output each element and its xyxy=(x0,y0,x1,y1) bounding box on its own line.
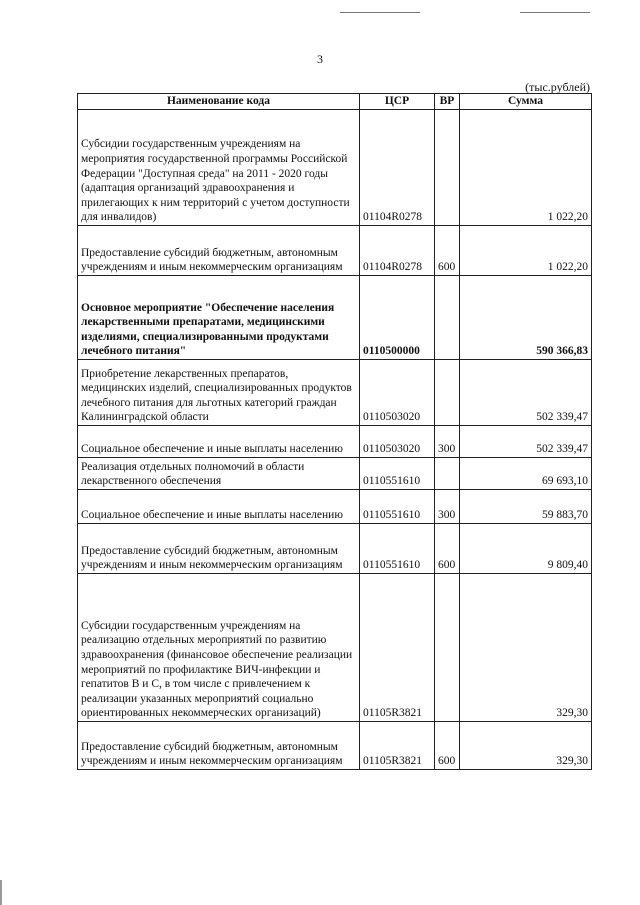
row-csr-cell: 01105R3821 xyxy=(360,574,435,722)
row-name-cell: Субсидии государственным учреждениям на мероприятия государственной программы Российской Федерации "Доступная среда" на 2011 - 2020 годы (адаптация организаций здравоохранения и прилегающих к ним территорий с учетом доступности для инвалидов) xyxy=(78,110,360,226)
table-body xyxy=(78,110,592,770)
table-header-row xyxy=(78,94,592,110)
scan-artifact-line xyxy=(520,12,590,13)
row-name-cell: Основное мероприятие "Обеспечение населения лекарственными препаратами, медицинскими изделиями, специализированными продуктами лечебного питания" xyxy=(78,276,360,360)
row-name-cell: Социальное обеспечение и иные выплаты населению xyxy=(78,426,360,458)
table-row xyxy=(78,426,592,458)
row-csr-cell: 0110551610 xyxy=(360,458,435,490)
header-sum: Сумма xyxy=(460,94,592,110)
margin-mark xyxy=(0,880,2,905)
row-csr-cell: 0110551610 xyxy=(360,490,435,524)
row-csr-cell: 01105R3821 xyxy=(360,722,435,770)
row-csr-cell: 0110500000 xyxy=(360,276,435,360)
units-label: (тыс.рублей) xyxy=(525,80,590,94)
row-sum-cell: 502 339,47 xyxy=(460,360,592,426)
row-sum-cell: 9 809,40 xyxy=(460,524,592,574)
row-name-cell: Предоставление субсидий бюджетным, автономным учреждениям и иным некоммерческим организациям xyxy=(78,226,360,276)
table-row xyxy=(78,276,592,360)
table-row xyxy=(78,458,592,490)
row-csr-cell: 01104R0278 xyxy=(360,110,435,226)
scan-artifact-line xyxy=(340,12,420,13)
header-vr: ВР xyxy=(435,94,460,110)
row-vr-cell: 600 xyxy=(435,226,460,276)
table-row xyxy=(78,722,592,770)
row-sum-cell: 502 339,47 xyxy=(460,426,592,458)
row-name-cell: Реализация отдельных полномочий в области лекарственного обеспечения xyxy=(78,458,360,490)
page-number: 3 xyxy=(317,52,323,66)
row-sum-cell: 1 022,20 xyxy=(460,226,592,276)
budget-table xyxy=(77,93,592,770)
row-vr-cell xyxy=(435,458,460,490)
row-name-cell: Социальное обеспечение и иные выплаты населению xyxy=(78,490,360,524)
row-name-cell: Предоставление субсидий бюджетным, автономным учреждениям и иным некоммерческим организациям xyxy=(78,722,360,770)
row-vr-cell xyxy=(435,110,460,226)
row-sum-cell: 69 693,10 xyxy=(460,458,592,490)
row-vr-cell: 600 xyxy=(435,524,460,574)
row-vr-cell xyxy=(435,360,460,426)
row-sum-cell: 590 366,83 xyxy=(460,276,592,360)
row-sum-cell: 1 022,20 xyxy=(460,110,592,226)
row-name-cell: Приобретение лекарственных препаратов, медицинских изделий, специализированных продуктов лечебного питания для льготных категорий граждан Калининградской области xyxy=(78,360,360,426)
table-row xyxy=(78,360,592,426)
row-name-cell: Субсидии государственным учреждениям на реализацию отдельных мероприятий по развитию здравоохранения (финансовое обеспечение реализации мероприятий по профилактике ВИЧ-инфекции и гепатитов В и С, в том числе с привлечением к реализации указанных мероприятий социально ориентированных некоммерческих организаций) xyxy=(78,574,360,722)
row-csr-cell: 0110503020 xyxy=(360,426,435,458)
row-sum-cell: 59 883,70 xyxy=(460,490,592,524)
row-vr-cell xyxy=(435,574,460,722)
row-name-cell: Предоставление субсидий бюджетным, автономным учреждениям и иным некоммерческим организациям xyxy=(78,524,360,574)
row-vr-cell: 300 xyxy=(435,490,460,524)
row-sum-cell: 329,30 xyxy=(460,574,592,722)
row-sum-cell: 329,30 xyxy=(460,722,592,770)
table-row xyxy=(78,490,592,524)
row-vr-cell: 600 xyxy=(435,722,460,770)
table-row xyxy=(78,226,592,276)
row-csr-cell: 0110503020 xyxy=(360,360,435,426)
table-row xyxy=(78,524,592,574)
table-row xyxy=(78,110,592,226)
row-vr-cell xyxy=(435,276,460,360)
table-row xyxy=(78,574,592,722)
header-name: Наименование кода xyxy=(78,94,360,110)
row-csr-cell: 01104R0278 xyxy=(360,226,435,276)
header-csr: ЦСР xyxy=(360,94,435,110)
row-csr-cell: 0110551610 xyxy=(360,524,435,574)
row-vr-cell: 300 xyxy=(435,426,460,458)
